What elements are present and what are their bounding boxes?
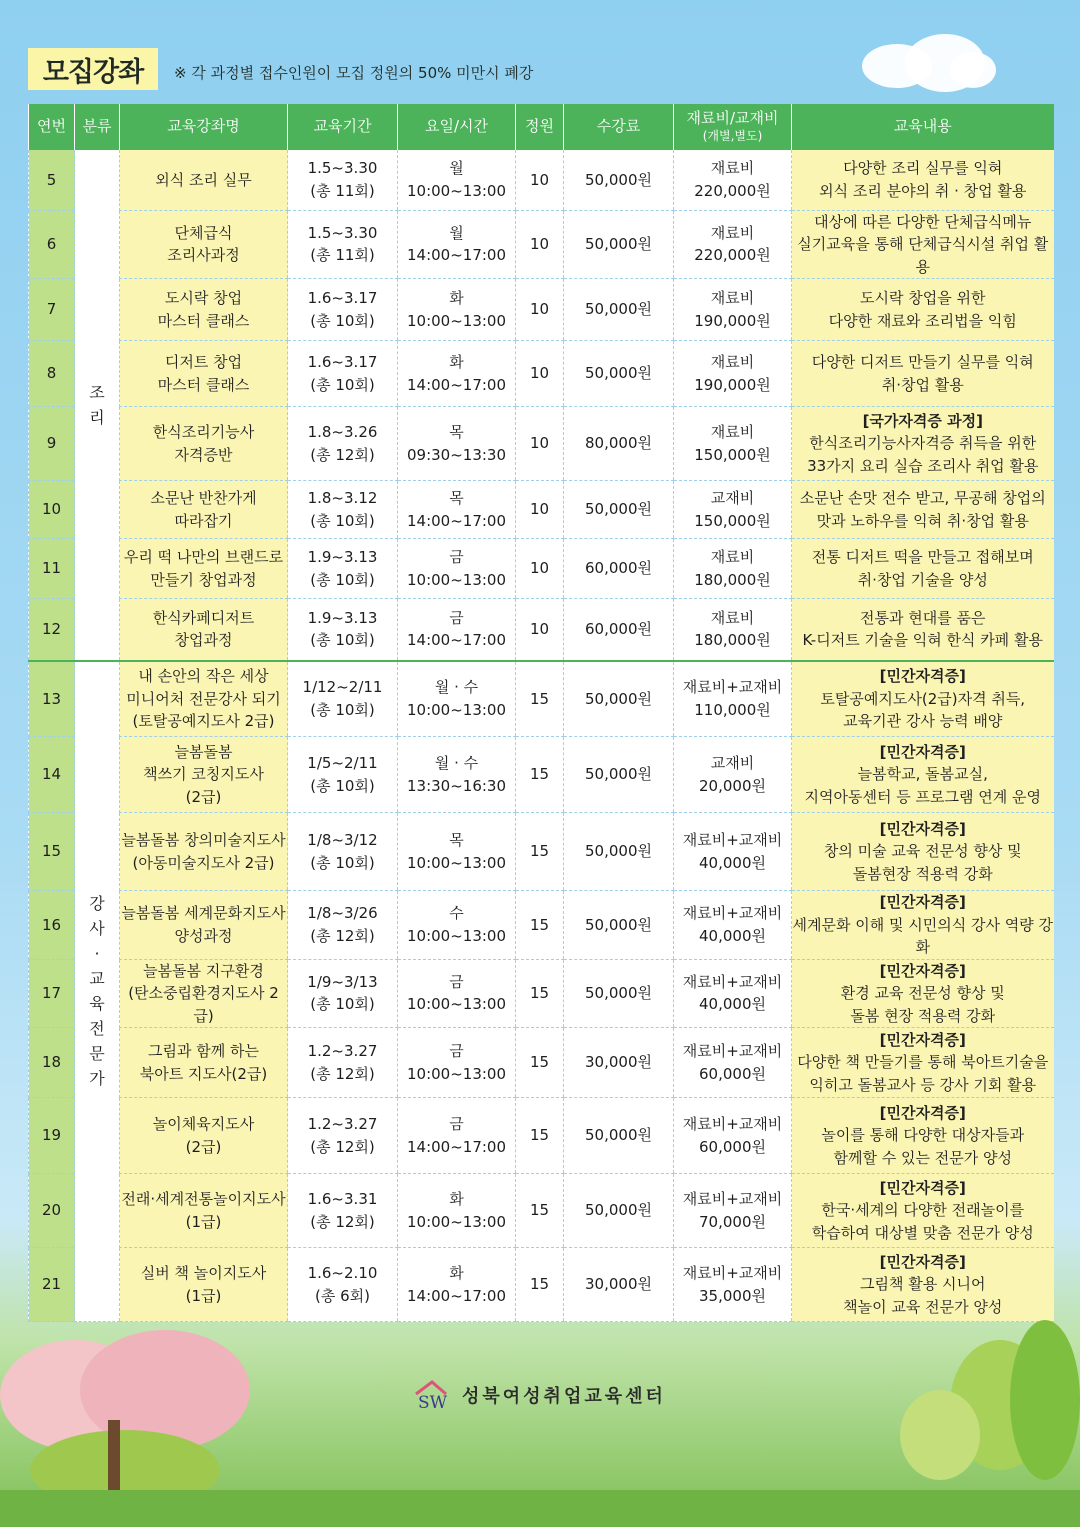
course-description: [민간자격증] 환경 교육 전문성 향상 및 돌봄 현장 적용력 강화 [792,959,1054,1028]
course-name: 늘봄돌봄 지구환경 (탄소중립환경지도사 2급) [120,959,288,1028]
course-period: 1/8~3/12 (총 10회) [288,813,398,891]
course-material-cost: 재료비 220,000원 [674,150,792,210]
course-material-cost: 재료비 150,000원 [674,407,792,481]
ground-decoration [0,1490,1080,1527]
row-number: 12 [29,599,75,661]
course-capacity: 10 [516,210,564,279]
course-material-cost: 교재비 150,000원 [674,481,792,539]
course-description: [민간자격증] 세계문화 이해 및 시민의식 강사 역량 강화 [792,891,1054,960]
course-name: 한식카페디저트 창업과정 [120,599,288,661]
course-period: 1.6~3.17 (총 10회) [288,341,398,407]
row-number: 9 [29,407,75,481]
course-description: [국가자격증 과정] 한식조리기능사자격증 취득을 위한 33가지 요리 실습 조리사 취업 활용 [792,407,1054,481]
course-schedule: 금 14:00~17:00 [398,599,516,661]
course-material-cost: 재료비 190,000원 [674,341,792,407]
course-schedule: 화 10:00~13:00 [398,1174,516,1248]
course-description: 도시락 창업을 위한 다양한 재료와 조리법을 익힘 [792,279,1054,341]
table-row [29,813,1054,891]
org-logo [412,1378,666,1412]
course-fee: 50,000원 [564,1174,674,1248]
table-row [29,959,1054,1028]
course-capacity: 15 [516,1174,564,1248]
row-number: 17 [29,959,75,1028]
course-period: 1.5~3.30 (총 11회) [288,210,398,279]
col-header-period: 교육기간 [288,104,398,150]
course-capacity: 10 [516,279,564,341]
course-description: 전통과 현대를 품은 K-디저트 기술을 익혀 한식 카페 활용 [792,599,1054,661]
course-fee: 50,000원 [564,1098,674,1174]
row-number: 16 [29,891,75,960]
col-header-fee: 수강료 [564,104,674,150]
tree-decoration [1010,1320,1080,1480]
course-fee: 50,000원 [564,341,674,407]
table-row [29,1098,1054,1174]
course-schedule: 월 · 수 10:00~13:00 [398,661,516,737]
course-description: [민간자격증] 창의 미술 교육 전문성 향상 및 돌봄현장 적용력 강화 [792,813,1054,891]
row-number: 8 [29,341,75,407]
course-period: 1.6~2.10 (총 6회) [288,1248,398,1322]
course-material-cost: 교재비 20,000원 [674,737,792,813]
course-description: [민간자격증] 토탈공예지도사(2급)자격 취득, 교육기관 강사 능력 배양 [792,661,1054,737]
course-fee: 60,000원 [564,539,674,599]
course-name: 한식조리기능사 자격증반 [120,407,288,481]
course-material-cost: 재료비+교재비 70,000원 [674,1174,792,1248]
course-period: 1.5~3.30 (총 11회) [288,150,398,210]
table-row [29,341,1054,407]
course-period: 1/8~3/26 (총 12회) [288,891,398,960]
closing-notice: ※ 각 과정별 접수인원이 모집 정원의 50% 미만시 폐강 [174,64,534,82]
course-schedule: 월 · 수 13:30~16:30 [398,737,516,813]
table-row [29,1174,1054,1248]
course-description: [민간자격증] 늘봄학교, 돌봄교실, 지역아동센터 등 프로그램 연계 운영 [792,737,1054,813]
course-schedule: 금 10:00~13:00 [398,959,516,1028]
course-period: 1/9~3/13 (총 10회) [288,959,398,1028]
table-row [29,661,1054,737]
course-description: 소문난 손맛 전수 받고, 무공해 창업의 맛과 노하우를 익혀 취·창업 활용 [792,481,1054,539]
row-number: 13 [29,661,75,737]
table-row [29,210,1054,279]
tree-trunk-decoration [108,1420,120,1490]
course-period: 1.8~3.26 (총 12회) [288,407,398,481]
course-capacity: 15 [516,737,564,813]
course-fee: 50,000원 [564,959,674,1028]
table-row [29,539,1054,599]
course-schedule: 목 14:00~17:00 [398,481,516,539]
course-name: 늘봄돌봄 창의미술지도사 (아동미술지도사 2급) [120,813,288,891]
table-row [29,599,1054,661]
course-capacity: 10 [516,150,564,210]
course-capacity: 15 [516,813,564,891]
course-name: 실버 책 놀이지도사 (1급) [120,1248,288,1322]
row-number: 5 [29,150,75,210]
course-fee: 50,000원 [564,891,674,960]
course-capacity: 10 [516,407,564,481]
course-schedule: 금 10:00~13:00 [398,1028,516,1098]
category-instructor: 강 사 · 교 육 전 문 가 [75,661,120,1322]
row-number: 19 [29,1098,75,1174]
col-header-capacity: 정원 [516,104,564,150]
course-name: 디저트 창업 마스터 클래스 [120,341,288,407]
course-period: 1.9~3.13 (총 10회) [288,539,398,599]
course-fee: 50,000원 [564,813,674,891]
course-capacity: 15 [516,1248,564,1322]
course-material-cost: 재료비 180,000원 [674,599,792,661]
table-header-row [29,104,1054,150]
col-header-name: 교육강좌명 [120,104,288,150]
course-fee: 50,000원 [564,737,674,813]
course-description: [민간자격증] 그림책 활용 시니어 책놀이 교육 전문가 양성 [792,1248,1054,1322]
course-schedule: 금 10:00~13:00 [398,539,516,599]
course-table [28,104,1054,1322]
row-number: 18 [29,1028,75,1098]
course-capacity: 15 [516,959,564,1028]
course-capacity: 15 [516,661,564,737]
course-description: 다양한 조리 실무를 익혀 외식 조리 분야의 취 · 창업 활용 [792,150,1054,210]
org-name: 성북여성취업교육센터 [462,1386,666,1407]
course-capacity: 15 [516,1028,564,1098]
course-schedule: 목 10:00~13:00 [398,813,516,891]
course-fee: 50,000원 [564,661,674,737]
table-row [29,1028,1054,1098]
course-description: 전통 디저트 떡을 만들고 접해보며 취·창업 기술을 양성 [792,539,1054,599]
category-cooking: 조 리 [75,150,120,661]
course-fee: 60,000원 [564,599,674,661]
course-fee: 50,000원 [564,210,674,279]
course-material-cost: 재료비+교재비 60,000원 [674,1028,792,1098]
course-material-cost: 재료비+교재비 110,000원 [674,661,792,737]
row-number: 7 [29,279,75,341]
course-period: 1.6~3.17 (총 10회) [288,279,398,341]
course-schedule: 목 09:30~13:30 [398,407,516,481]
course-material-cost: 재료비 220,000원 [674,210,792,279]
course-description: [민간자격증] 다양한 책 만들기를 통해 북아트기술을 익히고 돌봄교사 등 강사 기회 활용 [792,1028,1054,1098]
table-row [29,481,1054,539]
course-fee: 80,000원 [564,407,674,481]
course-description: [민간자격증] 놀이를 통해 다양한 대상자들과 함께할 수 있는 전문가 양성 [792,1098,1054,1174]
course-name: 늘봄돌봄 책쓰기 코칭지도사 (2급) [120,737,288,813]
logo-mark: SW [418,1393,448,1412]
course-period: 1.9~3.13 (총 10회) [288,599,398,661]
course-name: 놀이체육지도사 (2급) [120,1098,288,1174]
course-material-cost: 재료비+교재비 40,000원 [674,891,792,960]
course-name: 내 손안의 작은 세상 미니어처 전문강사 되기 (토탈공예지도사 2급) [120,661,288,737]
col-header-schedule: 요일/시간 [398,104,516,150]
course-description: 다양한 디저트 만들기 실무를 익혀 취·창업 활용 [792,341,1054,407]
table-row [29,737,1054,813]
course-capacity: 10 [516,481,564,539]
course-capacity: 15 [516,891,564,960]
course-schedule: 금 14:00~17:00 [398,1098,516,1174]
course-capacity: 10 [516,341,564,407]
course-fee: 30,000원 [564,1028,674,1098]
row-number: 15 [29,813,75,891]
page-title: 모집강좌 [28,48,158,90]
cloud-decoration [950,52,996,88]
col-header-material: 재료비/교재비 (개별,별도) [674,104,792,150]
course-schedule: 화 14:00~17:00 [398,341,516,407]
course-capacity: 10 [516,539,564,599]
course-fee: 50,000원 [564,481,674,539]
logo-icon [412,1378,452,1412]
course-capacity: 10 [516,599,564,661]
course-name: 외식 조리 실무 [120,150,288,210]
course-fee: 30,000원 [564,1248,674,1322]
course-period: 1/5~2/11 (총 10회) [288,737,398,813]
col-header-category: 분류 [75,104,120,150]
course-schedule: 수 10:00~13:00 [398,891,516,960]
tree-decoration [900,1390,980,1480]
course-schedule: 화 10:00~13:00 [398,279,516,341]
course-name: 우리 떡 나만의 브랜드로 만들기 창업과정 [120,539,288,599]
course-material-cost: 재료비+교재비 40,000원 [674,959,792,1028]
course-schedule: 월 14:00~17:00 [398,210,516,279]
table-row [29,407,1054,481]
row-number: 10 [29,481,75,539]
col-header-content: 교육내용 [792,104,1054,150]
course-period: 1.2~3.27 (총 12회) [288,1028,398,1098]
course-period: 1.8~3.12 (총 10회) [288,481,398,539]
course-description: [민간자격증] 한국·세계의 다양한 전래놀이를 학습하여 대상별 맞춤 전문가 양성 [792,1174,1054,1248]
course-capacity: 15 [516,1098,564,1174]
course-period: 1/12~2/11 (총 10회) [288,661,398,737]
course-material-cost: 재료비 190,000원 [674,279,792,341]
course-material-cost: 재료비+교재비 40,000원 [674,813,792,891]
row-number: 11 [29,539,75,599]
table-row [29,891,1054,960]
course-schedule: 월 10:00~13:00 [398,150,516,210]
course-schedule: 화 14:00~17:00 [398,1248,516,1322]
course-period: 1.6~3.31 (총 12회) [288,1174,398,1248]
course-fee: 50,000원 [564,150,674,210]
course-fee: 50,000원 [564,279,674,341]
course-description: 대상에 따른 다양한 단체급식메뉴 실기교육을 통해 단체급식시설 취업 활용 [792,210,1054,279]
course-material-cost: 재료비 180,000원 [674,539,792,599]
row-number: 6 [29,210,75,279]
table-row [29,1248,1054,1322]
course-name: 단체급식 조리사과정 [120,210,288,279]
course-name: 그림과 함께 하는 북아트 지도사(2급) [120,1028,288,1098]
row-number: 21 [29,1248,75,1322]
course-material-cost: 재료비+교재비 35,000원 [674,1248,792,1322]
row-number: 14 [29,737,75,813]
col-header-no: 연번 [29,104,75,150]
course-name: 전래·세계전통놀이지도사 (1급) [120,1174,288,1248]
table-row [29,279,1054,341]
course-material-cost: 재료비+교재비 60,000원 [674,1098,792,1174]
table-row [29,150,1054,210]
row-number: 20 [29,1174,75,1248]
course-name: 도시락 창업 마스터 클래스 [120,279,288,341]
course-name: 소문난 반찬가게 따라잡기 [120,481,288,539]
course-name: 늘봄돌봄 세계문화지도사 양성과정 [120,891,288,960]
course-period: 1.2~3.27 (총 12회) [288,1098,398,1174]
